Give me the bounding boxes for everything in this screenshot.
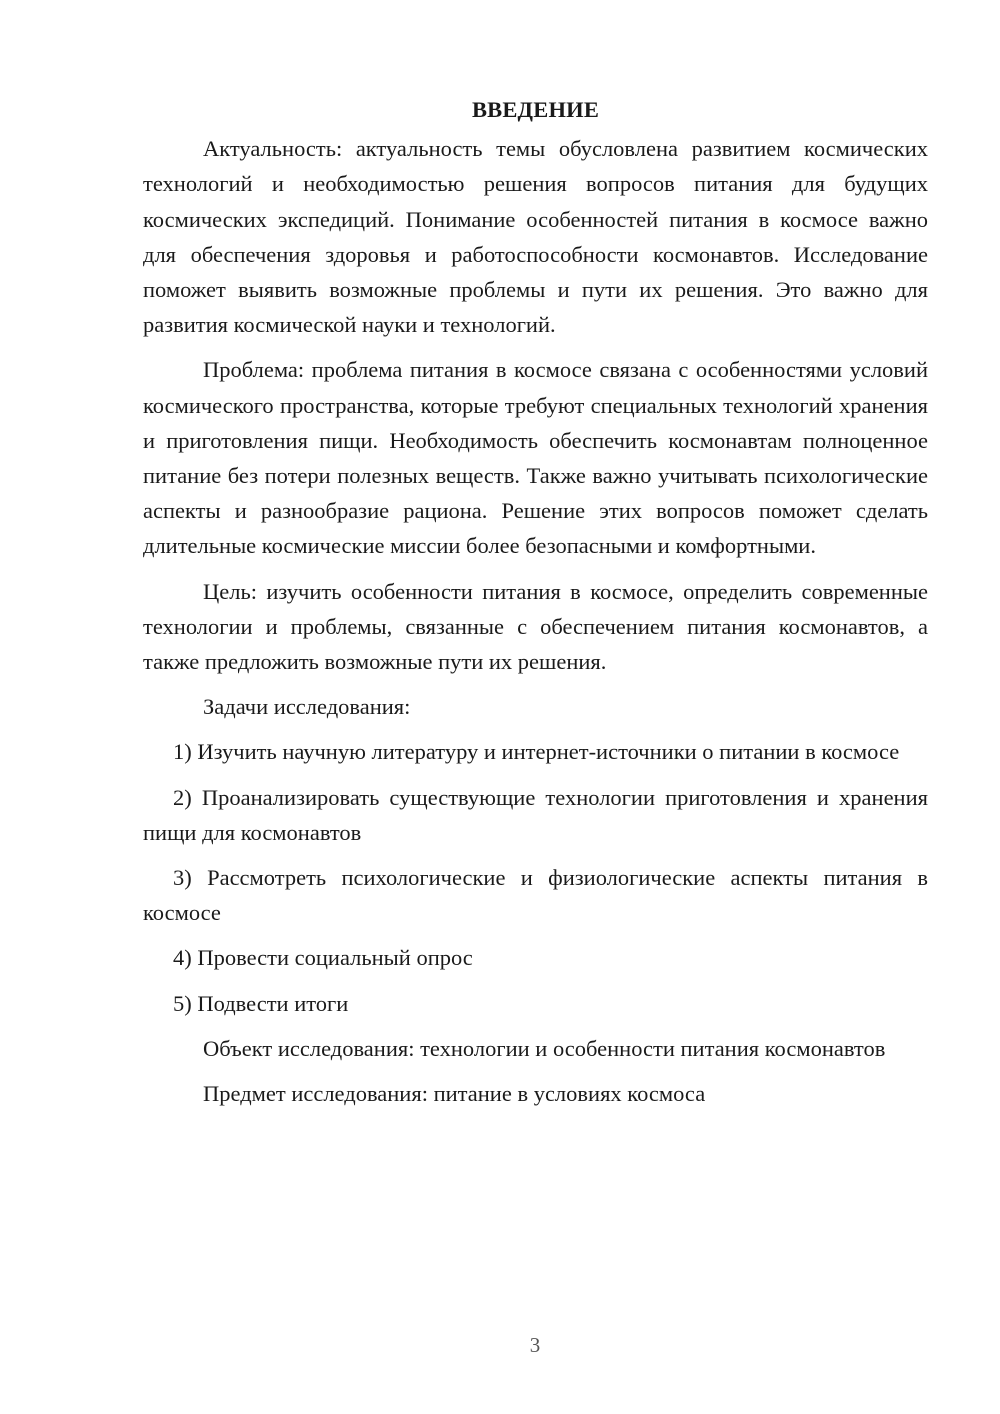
list-item: 4) Провести социальный опрос bbox=[173, 945, 473, 971]
paragraph-object: Объект исследования: технологии и особенности питания космонавтов bbox=[203, 1035, 886, 1061]
list-item: 3) Рассмотреть психологические и физиологические аспекты питания в космосе bbox=[143, 865, 928, 926]
document-page bbox=[143, 92, 928, 1121]
list-item: 1) Изучить научную литературу и интернет-источники о питании в космосе bbox=[173, 739, 900, 765]
page-number: 3 bbox=[529, 1333, 541, 1357]
list-item: 5) Подвести итоги bbox=[173, 990, 349, 1016]
list-item: 2) Проанализировать существующие технологии приготовления и хранения пищи для космонавтов bbox=[143, 784, 928, 845]
tasks-heading: Задачи исследования: bbox=[203, 694, 411, 720]
page-title: ВВЕДЕНИЕ bbox=[471, 97, 600, 122]
tasks-list bbox=[143, 734, 928, 1020]
paragraph-relevance: Актуальность: актуальность темы обусловлена развитием космических технологий и необходимостью решения вопросов питания для будущих космических экспедиций. Понимание особенностей питания в космосе важно для обеспечения здоровья и работоспособности космонавтов. Исследование поможет выявить возможные проблемы и пути их решения. Это важно для развития космической науки и технологий. bbox=[143, 136, 928, 338]
paragraph-subject: Предмет исследования: питание в условиях космоса bbox=[203, 1081, 706, 1107]
paragraph-goal: Цель: изучить особенности питания в космосе, определить современные технологии и проблемы, связанные с обеспечением питания космонавтов, а также предложить возможные пути их решения. bbox=[143, 578, 928, 675]
paragraph-problem: Проблема: проблема питания в космосе связана с особенностями условий космического пространства, которые требуют специальных технологий хранения и приготовления пищи. Необходимость обеспечить космонавтам полноценное питание без потери полезных веществ. Также важно учитывать психологические аспекты и разнообразие рациона. Решение этих вопросов поможет сделать длительные космические миссии более безопасными и комфортными. bbox=[143, 357, 928, 559]
